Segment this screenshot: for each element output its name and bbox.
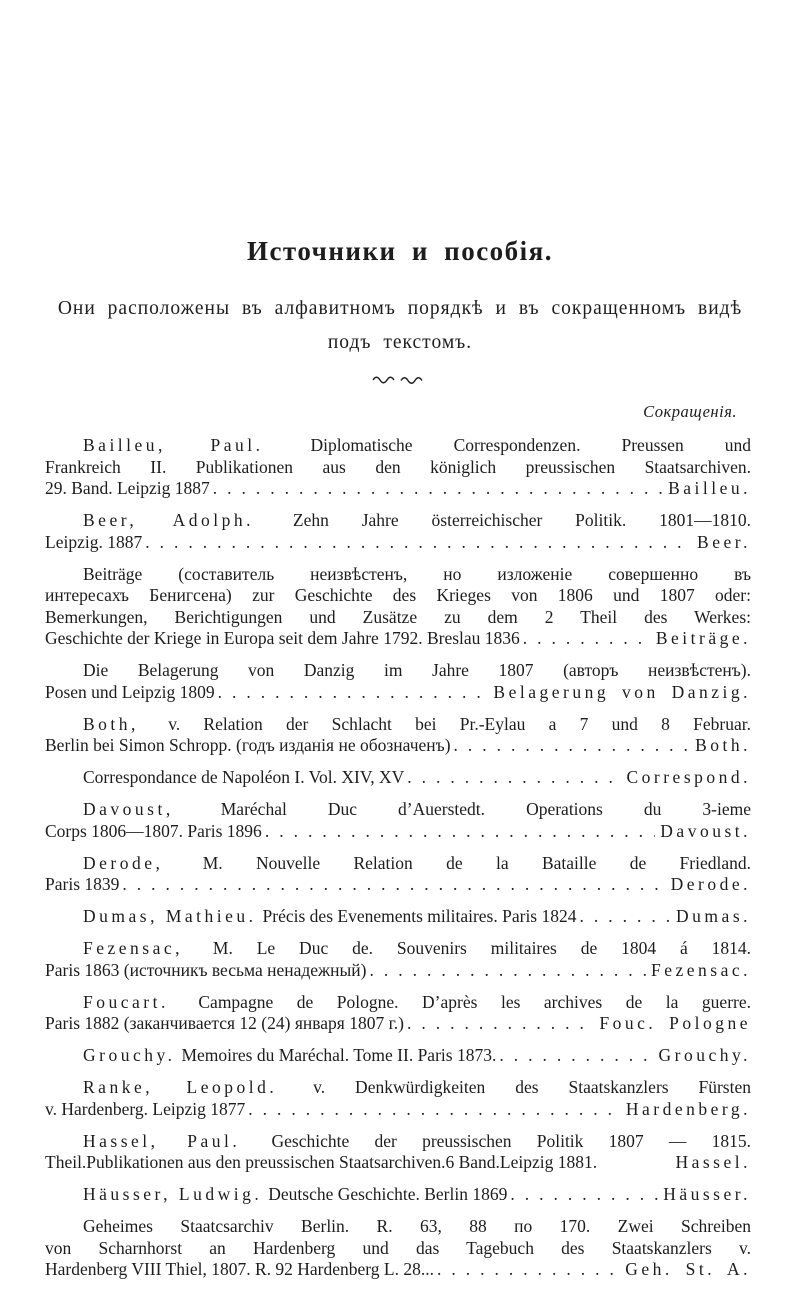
dot-leader [437,1259,620,1281]
entry-text: Berlin bei Simon Schropp. (годъ изданія не обозначенъ) [45,735,451,755]
entry-text: Paris 1839 [45,874,120,894]
entry-line [45,874,751,896]
abbreviations-heading: Сокращенія. [643,402,737,421]
entry-line [45,853,751,875]
subtitle [0,292,800,360]
entry-author-lead: Davoust, [83,799,174,819]
entry-abbreviation: Beer. [697,531,751,552]
entry-text: Bemerkungen, Berichtigungen und Zusätze zu dem 2 Theil des Werkes: [45,606,751,627]
bibliography-entry [45,435,751,500]
entry-line [45,735,751,757]
entry-line [45,960,751,982]
bibliography-entry [45,906,751,928]
entry-text: M. Le Duc de. Souvenirs militaires de 1804 á 1814. [212,938,752,958]
entry-abbreviation: Beiträge. [655,628,751,648]
dot-leader [407,1013,594,1035]
dot-leader [248,1099,621,1121]
entry-text: Frankreich II. Publikationen aus den königlich preussischen Staatsarchiven. [45,456,751,477]
entry-line [45,660,751,682]
entry-line [45,821,751,843]
entry-text: v. Relation der Schlacht bei Pr.-Eylau a 7 und 8 Februar. [168,713,752,734]
entry-text: Deutsche Geschichte. Berlin 1869 [268,1184,508,1204]
entry-line [45,585,751,607]
dot-leader [218,682,489,704]
entry-text: 29. Band. Leipzig 1887 [45,478,210,498]
bibliography-entry [45,1184,751,1206]
entry-text: Paris 1863 (источникъ весьма ненадежный) [45,959,367,980]
entry-line [45,564,751,586]
bibliography-entry [45,660,751,703]
entry-text: Hardenberg VIII Thiel, 1807. R. 92 Hardenberg L. 28... [45,1259,434,1279]
entry-line [45,992,751,1014]
dot-leader [213,478,663,500]
entry-abbreviation: Geh. St. A. [625,1259,751,1279]
entry-author-lead: Dumas, Mathieu. [83,906,257,926]
page-title: Источники и пособія. [246,236,554,266]
entry-line [45,457,751,479]
entry-line [45,799,751,821]
bibliography-entry [45,564,751,650]
entry-author-lead: Fezensac, [83,938,184,958]
entry-line [45,1238,751,1260]
entry-text: Paris 1882 (заканчивается 12 (24) января 1807 г.) [45,1013,404,1033]
entry-author-lead: Häusser, Ludwig. [83,1184,263,1204]
entry-abbreviation: Davoust. [660,820,751,841]
entry-line [45,1099,751,1121]
dot-leader [369,960,646,982]
entry-text: Beiträge (составитель неизвѣстенъ, но изложеніе совершенно въ [83,563,751,584]
entry-line [45,510,751,532]
dot-leader [510,1184,658,1206]
entry-abbreviation: Correspond. [626,767,751,787]
entry-author-lead: Grouchy. [83,1045,176,1065]
entry-abbreviation: Hassel. [675,1152,751,1172]
entry-line [45,1259,751,1281]
entry-abbreviation: Dumas. [676,906,751,926]
entry-line [45,714,751,736]
dot-leader [499,1045,653,1067]
entry-text: Posen und Leipzig 1809 [45,681,215,702]
bibliography-list [45,435,751,1281]
bibliography-entry [45,1045,751,1067]
bibliography-entry [45,853,751,896]
entry-author-lead: Bailleu, Paul. [83,435,264,455]
entry-text: Diplomatische Correspondenzen. Preussen und [310,435,751,455]
entry-line [45,767,751,789]
entry-line [45,1013,751,1035]
dot-leader [122,874,665,896]
entry-text: v. Denkwürdigkeiten des Staatskanzlers Fürsten [313,1077,752,1097]
entry-author-lead: Ranke, Leopold. [83,1077,278,1097]
entry-text: Maréchal Duc d’Auerstedt. Operations du 3-ieme [220,799,752,819]
entry-abbreviation: Both. [695,735,751,755]
bibliography-entry [45,767,751,789]
entry-text: Leipzig. 1887 [45,531,143,552]
entry-author-lead: Foucart. [83,991,169,1012]
entry-line [45,906,751,928]
entry-line [45,1077,751,1099]
entry-abbreviation: Belagerung von Danzig. [493,681,751,702]
dot-leader [580,906,672,928]
entry-author-lead: Derode, [83,852,164,873]
entry-text: M. Nouvelle Relation de la Bataille de Friedland. [202,852,752,873]
bibliography-entry [45,510,751,553]
entry-text: Geschichte der Kriege in Europa seit dem Jahre 1792. Breslau 1836 [45,628,520,648]
entry-line [45,478,751,500]
entry-author-lead: Beer, Adolph. [83,510,254,530]
entry-abbreviation: Grouchy. [658,1045,751,1065]
entry-line [45,1216,751,1238]
dot-leader [454,735,691,757]
entry-line [45,1184,751,1206]
bibliography-entry [45,938,751,981]
bibliography-entry [45,1077,751,1120]
entry-line [45,607,751,629]
entry-abbreviation: Bailleu. [668,478,751,498]
entry-line [45,1152,751,1174]
entry-line [45,628,751,650]
entry-text: Theil.Publikationen aus den preussischen Staatsarchiven.6 Band.Leipzig 1881. [45,1152,598,1172]
dot-leader [407,767,621,789]
entry-line [45,435,751,457]
entry-line [45,682,751,704]
entry-abbreviation: Fouc. Pologne [599,1013,751,1033]
entry-abbreviation: Derode. [670,874,751,894]
subtitle-line-2: подъ текстомъ. [327,332,473,353]
dot-leader [523,628,651,650]
entry-abbreviation: Häusser. [663,1184,751,1204]
dot-leader [265,821,655,843]
bibliography-entry [45,714,751,757]
entry-text: интересахъ Бенигсена) zur Geschichte des Krieges von 1806 und 1807 oder: [45,585,751,605]
entry-line [45,1045,751,1067]
entry-text: Memoires du Maréchal. Tome II. Paris 1873. [181,1045,497,1065]
entry-text: Correspondance de Napoléon I. Vol. XIV, XV [83,767,405,787]
bibliography-entry [45,1131,751,1174]
entry-abbreviation: Fezensac. [650,959,751,980]
entry-text: Campagne de Pologne. D’après les archives de la guerre. [198,991,752,1012]
entry-text: Geheimes Staatcsarchiv Berlin. R. 63, 88 по 170. Zwei Schreiben [83,1216,751,1236]
entry-text: Zehn Jahre österreichischer Politik. 1801—1810. [292,510,751,530]
entry-abbreviation: Hardenberg. [625,1098,751,1119]
entry-author-lead: Both, [83,713,139,734]
bibliography-entry [45,1216,751,1281]
entry-line [45,532,751,554]
entry-line [45,1131,751,1153]
entry-text: Geschichte der preussischen Politik 1807 — 1815. [271,1130,751,1151]
divider-squiggle-icon [0,373,800,385]
bibliography-entry [45,799,751,842]
entry-text: Précis des Evenements militaires. Paris 1824 [262,906,577,926]
entry-text: v. Hardenberg. Leipzig 1877 [45,1098,246,1119]
entry-line [45,938,751,960]
entry-author-lead: Hassel, Paul. [83,1130,241,1151]
entry-text: Die Belagerung von Danzig im Jahre 1807 (авторъ неизвѣстенъ). [83,660,751,680]
entry-text: Corps 1806—1807. Paris 1896 [45,820,262,841]
bibliography-entry [45,992,751,1035]
dot-leader [145,532,692,554]
entry-text: von Scharnhorst an Hardenberg und das Tagebuch des Staatskanzlers v. [45,1237,751,1258]
subtitle-line-1: Они расположены въ алфавитномъ порядкѣ и въ сокращенномъ видѣ [57,298,743,319]
